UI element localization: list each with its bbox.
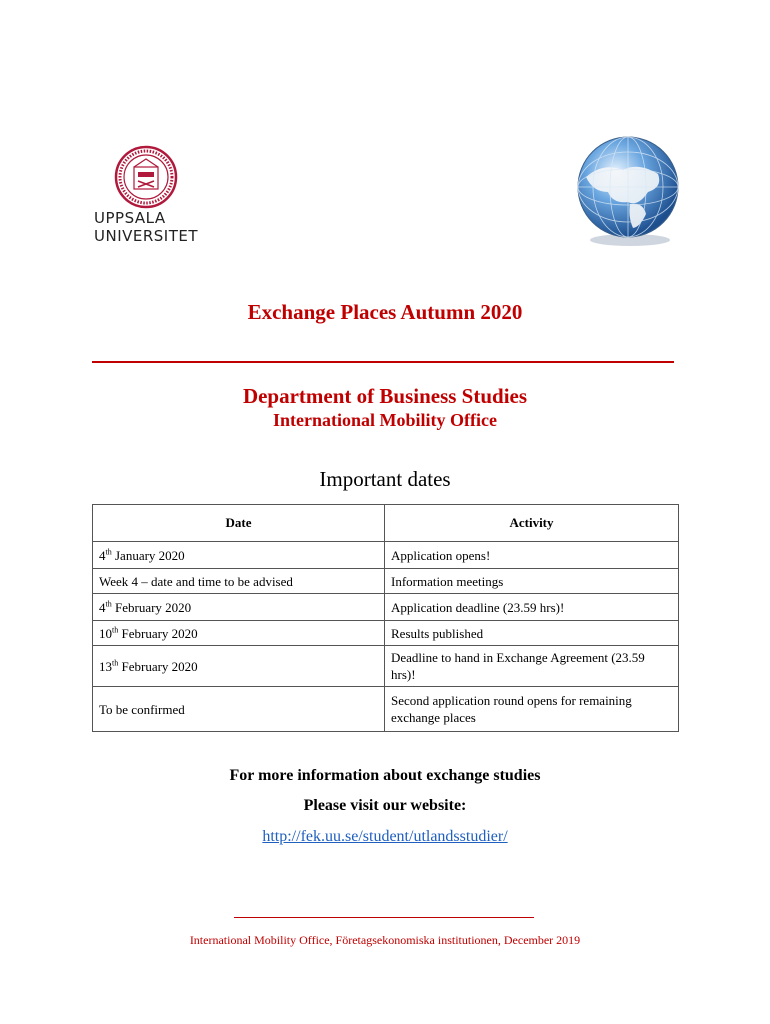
activity-cell: Application deadline (23.59 hrs)! [385,594,679,621]
activity-cell: Results published [385,621,679,646]
column-header-activity: Activity [385,505,679,542]
date-cell: 13th February 2020 [93,646,385,687]
footer-divider [234,917,534,918]
uppsala-seal-icon [114,145,178,209]
globe-icon [568,132,686,250]
date-cell: 4th January 2020 [93,542,385,569]
university-logo [94,145,204,245]
activity-cell: Second application round opens for remaining exchange places [385,687,679,732]
column-header-date: Date [93,505,385,542]
office-name: International Mobility Office [273,410,497,430]
more-info-text: For more information about exchange studies [229,767,541,784]
university-name [94,209,204,245]
visit-website-text: Please visit our website: [303,797,467,814]
activity-cell: Information meetings [385,569,679,594]
university-name-line1: UPPSALA [94,209,166,227]
dates-heading: Important dates [319,467,451,491]
table-row [93,569,679,594]
table-row [93,594,679,621]
dates-table [92,504,679,732]
date-cell: Week 4 – date and time to be advised [93,569,385,594]
table-row [93,646,679,687]
footer-text: International Mobility Office, Företagsekonomiska institutionen, December 2019 [189,933,581,947]
title-divider [92,361,674,363]
page-title: Exchange Places Autumn 2020 [247,300,523,324]
university-name-line2: UNIVERSITET [94,227,199,245]
date-cell: 10th February 2020 [93,621,385,646]
date-cell: To be confirmed [93,687,385,732]
department-name: Department of Business Studies [242,384,528,408]
table-row [93,687,679,732]
table-header-row [93,505,679,542]
activity-cell: Application opens! [385,542,679,569]
table-row [93,621,679,646]
activity-cell: Deadline to hand in Exchange Agreement (23.59 hrs)! [385,646,679,687]
website-link[interactable]: http://fek.uu.se/student/utlandsstudier/ [262,828,508,845]
date-cell: 4th February 2020 [93,594,385,621]
table-row [93,542,679,569]
